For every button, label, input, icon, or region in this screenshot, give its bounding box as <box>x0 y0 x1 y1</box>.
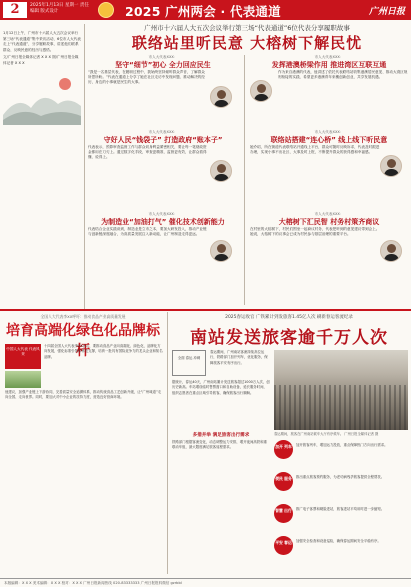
section-title: 2025 广州两会 · 代表通道 <box>125 4 281 19</box>
newspaper-logo: 广州日报 <box>368 7 405 17</box>
section-divider <box>0 309 411 311</box>
page-number: 2 <box>3 2 27 18</box>
story-kicker: 市人大代表XXX： <box>148 212 178 216</box>
story-6 <box>250 212 408 237</box>
feature-text: 加开旅客列车，增加运力投放，重点保障热门方向出行需求。 <box>296 443 388 447</box>
article-lead: 春运期间，广州南站客流持续高位运行，铁路部门加开列车，优化服务，保障旅客平安有序出行。 <box>210 350 268 365</box>
article-photo <box>5 371 41 388</box>
column-divider <box>167 312 168 574</box>
article-headline: 培育高端化绿色化品牌标杆 <box>6 323 160 359</box>
delegate-portrait <box>210 240 232 262</box>
strip-headline: 联络站里听民意 大榕树下解民忧 <box>131 34 363 52</box>
feature-text: 加强安全检查和设备巡检，确保春运期间安全平稳有序。 <box>296 539 381 543</box>
story-body: 在村里的大榕树下，村民们围坐一起商议村务，代表把听到的意见建议带到会上。她说，大榕树下的议事会已成为村民参与基层治理的重要平台。 <box>250 227 380 237</box>
feature-text: 推出重点旅客预约服务，为老幼病残孕旅客提供全程帮扶。 <box>296 475 385 479</box>
spring-travel-logo: 全面 春运 冲刺 <box>172 350 206 376</box>
delegate-portrait <box>210 160 232 182</box>
story-body: 代表表示，预算审查监督工作与群众切身利益紧密相关，要让每一笔财政资金都用在刀刃上。通过数字化手段，审查更精准，监督更有效，让群众看得懂、说得上。 <box>88 145 207 160</box>
story-body: 作为来自港澳的代表，他讲述了依托代表联络站收集港澳居民意见、推动大湾区规则衔接的实践，希望更多港澳青年来穗创新创业，共享发展机遇。 <box>278 70 408 80</box>
story-headline: 守好人民“钱袋子” 打造政府“账本子” <box>103 136 223 144</box>
article-body-continued: 铁路部门根据客流变化，动态调整运力安排，增开夜间高铁和重联动车组，最大限度满足旅客返程需求。 <box>172 440 267 450</box>
article-kicker: 2025春运收官 广铁累计到发旅客1.45亿人次 刷新春运客流纪录 <box>225 315 353 320</box>
column-badge: 中国人大代表 代表风采 <box>5 344 41 369</box>
station-crowd-photo <box>274 350 408 430</box>
intro-text: 1月12日上午，广州市十六届人大五次会议举行第三场“代表通道”集中采访活动，6位市人大代表走上“代表通道”，分享履职故事，讲述他们联系群众、反映民意的经历与感悟。 <box>3 31 81 52</box>
column-divider <box>244 55 245 305</box>
article-body-continued: 他建议，加强产业链上下游协同，完善质量安全追溯体系，推动传统食品工艺创新升级，让“广州味道”走向全国、走向世界。同时，要加大对中小企业的扶持力度，营造良好营商环境。 <box>5 390 162 400</box>
photo-caption: 春运期间，旅客在广州南站候车大厅有序候车。 广州日报全媒体记者 摄 <box>274 432 379 436</box>
story-body: “我是一名基层代表，在履职过程中，我始终坚持倾听群众声音，了解群众所思所盼。”代表在通道上分享了她在社区走访中发现问题、推动解决的经历，身边的小事就是民生的大事。 <box>88 70 205 85</box>
article-body: 据统计，春运40天，广州南站累计发送旅客超过1000万人次，创历史新高。车站增设临时售票窗口和自助设备，延长服务时间，组织志愿者在重点区域引导旅客，确保旅客出行顺畅。 <box>172 380 270 395</box>
story-kicker: 市人大代表XXX： <box>314 212 344 216</box>
ink-painting-illustration <box>3 70 81 125</box>
feature-text: 推广电子客票和刷脸进站，旅客进站平均用时进一步缩短。 <box>296 507 385 511</box>
feature-badge: 智慧 出行 <box>274 504 293 523</box>
article-headline: 南站发送旅客逾千万人次 <box>190 328 388 348</box>
page-footer: 本版编辑：X X X 美术编辑：X X X 校对：X X X 广州日报新闻热线 020-83333333 广州日报报料微信 gzrbbl <box>0 578 411 587</box>
strip-subtitle: 广州市十六届人大五次会议举行第三场“代表通道”6位代表分享履职故事 <box>144 24 350 32</box>
story-headline: 为制造业“加油打气” 催化技术创新能力 <box>101 218 225 226</box>
story-5 <box>88 212 238 237</box>
masthead <box>0 0 411 20</box>
feature-badge: 平安 春运 <box>274 536 293 555</box>
story-kicker: 市人大代表XXX： <box>314 130 344 134</box>
story-2 <box>250 55 408 80</box>
story-body: 代表结合企业实践谈到，制造业是立市之本，要加大研发投入，推动产业链与创新链深度融合，为高质量发展注入新动能，让广州制造走得更远。 <box>88 227 207 237</box>
story-headline: 坚守“细节”初心 全力回应民生 <box>115 61 211 69</box>
delegate-portrait <box>380 155 402 177</box>
delegate-portrait <box>250 80 272 102</box>
delegate-portrait <box>210 86 232 108</box>
story-body: 她介绍，所在街道代表联络站开通线上平台，群众可随时反映诉求，代表及时跟进办理，实现小事不出社区、大事及时上报，不断提升群众的获得感和幸福感。 <box>250 145 380 155</box>
story-headline: 发挥港澳桥梁作用 推进湾区互联互通 <box>271 61 387 69</box>
story-4 <box>250 130 408 155</box>
intro-byline: 文/广州日报全媒体记者 X X X 图/广州日报全媒体记者 X X X <box>3 55 79 65</box>
story-1 <box>88 55 238 86</box>
intro-paragraph <box>3 31 81 67</box>
story-headline: 联络站搭建“连心桥” 线上线下听民意 <box>270 136 388 144</box>
story-kicker: 市人大代表XXX： <box>148 55 178 59</box>
feature-badge: 加开 列车 <box>274 440 293 459</box>
feature-badge: 便民 服务 <box>274 472 293 491</box>
issue-date: 2025年1月13日 星期一 责任编辑 版式设计 <box>30 3 89 14</box>
story-kicker: 市人大代表XXX： <box>314 55 344 59</box>
story-kicker: 市人大代表XXX： <box>148 130 178 134</box>
delegate-portrait <box>380 240 402 262</box>
story-headline: 大榕树下汇民智 村务村策齐商议 <box>278 218 380 226</box>
emblem-icon <box>98 2 114 18</box>
article-subhead: 多措并举 满足旅客出行需求 <box>192 433 250 438</box>
article-kicker: 全国人大代表李XX呼吁：推动食品产业高质量发展 <box>40 314 126 319</box>
column-divider <box>84 24 85 309</box>
article-body: 十四届全国人大代表李XX表示，要推动食品产业向高端化、绿色化、品牌化方向发展，强化标准引领和科技支撑，培育一批具有国际竞争力的龙头企业和知名品牌。 <box>44 344 163 359</box>
story-3 <box>88 130 238 161</box>
